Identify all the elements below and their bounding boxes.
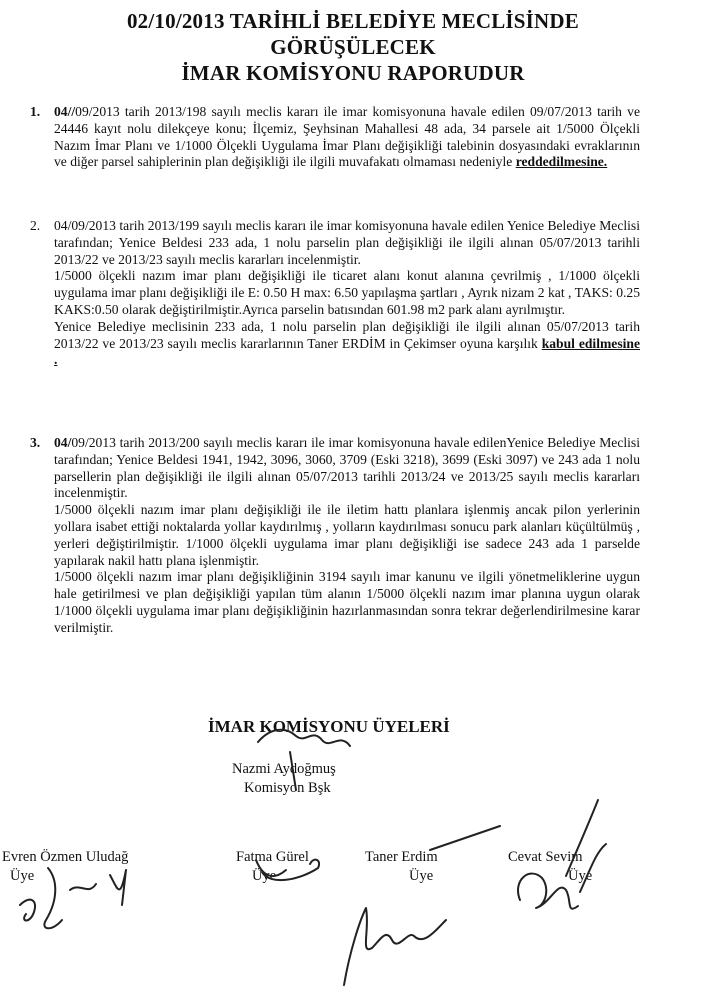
item-paragraph: [54, 435, 640, 502]
item-text-body: 09/2013 tarih 2013/198 sayılı meclis kararı ile imar komisyonuna havale edilen 09/07/2013 tarih ve 24446 kayıt nolu dilekçeye konu; İlçemiz, Şeyhsinan Mahallesi 48 ada, 34 parsele ait 1/5000 Ölçekli Nazım İmar Planı ve 1/1000 Ölçekli Uygulama İmar Planı değişikliği talebinin dosyasındaki evraklarının ve diğer parsel sahiplerinin plan değişikliği ile ilgili muvafakatı olmaması nedeniyle: [54, 104, 640, 170]
member-role: Üye: [10, 868, 35, 884]
header-line-1: 02/10/2013 TARİHLİ BELEDİYE MECLİSİNDE: [126, 9, 579, 33]
item-date-prefix: 04/: [54, 435, 72, 450]
item-paragraph-text: 09/2013 tarih 2013/200 sayılı meclis kararı ile imar komisyonuna havale edilenYenice Belediye Meclisi tarafından; Yenice Beldesi 1941, 1942, 3096, 3060, 3709 (Eski 3218), 3699 (Eski 3097) ve 243 ada 1 nolu parsellerin plan değişikliği ile ilgili alınan 05/07/2013 tarihli 2013/24 ve 2013/25 sayılı meclis kararları incelenmiştir.: [54, 435, 640, 501]
member-role: Üye: [568, 868, 593, 884]
item-last-paragraph: Yenice Belediye meclisinin 233 ada, 1 nolu parselin plan değişikliği ile ilgili alınan 05/07/2013 tarih 2013/22 ve 2013/23 sayılı meclis kararlarının Taner ERDİM in Çekimser oyuna karşılık: [54, 318, 640, 351]
member-name: Fatma Gürel: [236, 849, 309, 865]
member-role: Üye: [252, 868, 277, 884]
member-4: [508, 848, 592, 886]
chair-block: [232, 760, 336, 798]
member-name: Taner Erdim: [365, 849, 438, 865]
decision-text: reddedilmesine.: [515, 154, 608, 170]
member-2: [236, 848, 309, 886]
item-paragraph: 1/5000 ölçekli nazım imar planı değişikliği ile ticaret alanı konut alanına çevrilmiş , 1/1000 ölçekli uygulama imar planı değişikliği ile E: 0.50 H max: 6.50 yapılaşma şartları , Ayrık nizam 2 kat , TAKS: 0.25 KAKS:0.50 olarak değiştirilmiştir.Ayrıca parselin batısından 601.98 m2 park alanı ayrılmıştır.: [54, 268, 640, 317]
chair-role: Komisyon Bşk: [244, 780, 331, 796]
item-number: 1.: [30, 104, 41, 119]
item-paragraph: [54, 319, 640, 369]
item-paragraph: 1/5000 ölçekli nazım imar planı değişikliğinin 3194 sayılı imar kanunu ve ilgili yönetmeliklerine uygun hale getirilmesi ve plan değişikliği yapılan tüm alanın 1/5000 ölçekli nazım imar planına uygun olarak 1/1000 ölçekli uygulama imar planı değişikliğinin hazırlanmasından sonra tekrar değerlendirilmesine karar verilmiştir.: [54, 569, 640, 635]
item-paragraph: 1/5000 ölçekli nazım imar planı değişikliği ile ile iletim hattı planlara işlenmiş ancak pilon yerlerinin yollara isabet ettiği noktalarda yollar kaydırılmış , yolların kaydırılması sonucu park alanları küçültülmüş , yerleri değiştirilmiştir. 1/1000 ölçekli uygulama imar planı değişikliği ise sadece 243 ada 1 parselde yapılarak nakil hattı plana işlenmiştir.: [54, 502, 640, 568]
member-role: Üye: [409, 868, 434, 884]
member-1: [2, 848, 128, 886]
header-line-2: GÖRÜŞÜLECEK: [270, 35, 436, 59]
member-3: [365, 848, 438, 886]
member-name: Cevat Sevim: [508, 849, 583, 865]
item-paragraph: 04/09/2013 tarih 2013/199 sayılı meclis kararı ile imar komisyonuna havale edilen Yenice Belediye Meclisi tarafından; Yenice Beldesi 233 ada, 1 nolu parselin plan değişikliği ile ilgili alınan 05/07/2013 tarihli 2013/22 ve 2013/23 sayılı meclis kararları incelenmiştir.: [54, 218, 640, 267]
member-name: Evren Özmen Uludağ: [2, 849, 129, 865]
item-date-prefix: 04//: [54, 104, 76, 119]
report-header: [0, 8, 706, 86]
decision-text: kabul edilmesine .: [54, 335, 640, 368]
header-line-3: İMAR KOMİSYONU RAPORUDUR: [181, 61, 525, 85]
item-number: 3.: [30, 435, 41, 450]
item-number: 2.: [30, 218, 41, 233]
item-text: [54, 104, 640, 171]
members-title: İMAR KOMİSYONU ÜYELERİ: [208, 717, 450, 736]
chair-name: Nazmi Aydoğmuş: [232, 761, 336, 777]
